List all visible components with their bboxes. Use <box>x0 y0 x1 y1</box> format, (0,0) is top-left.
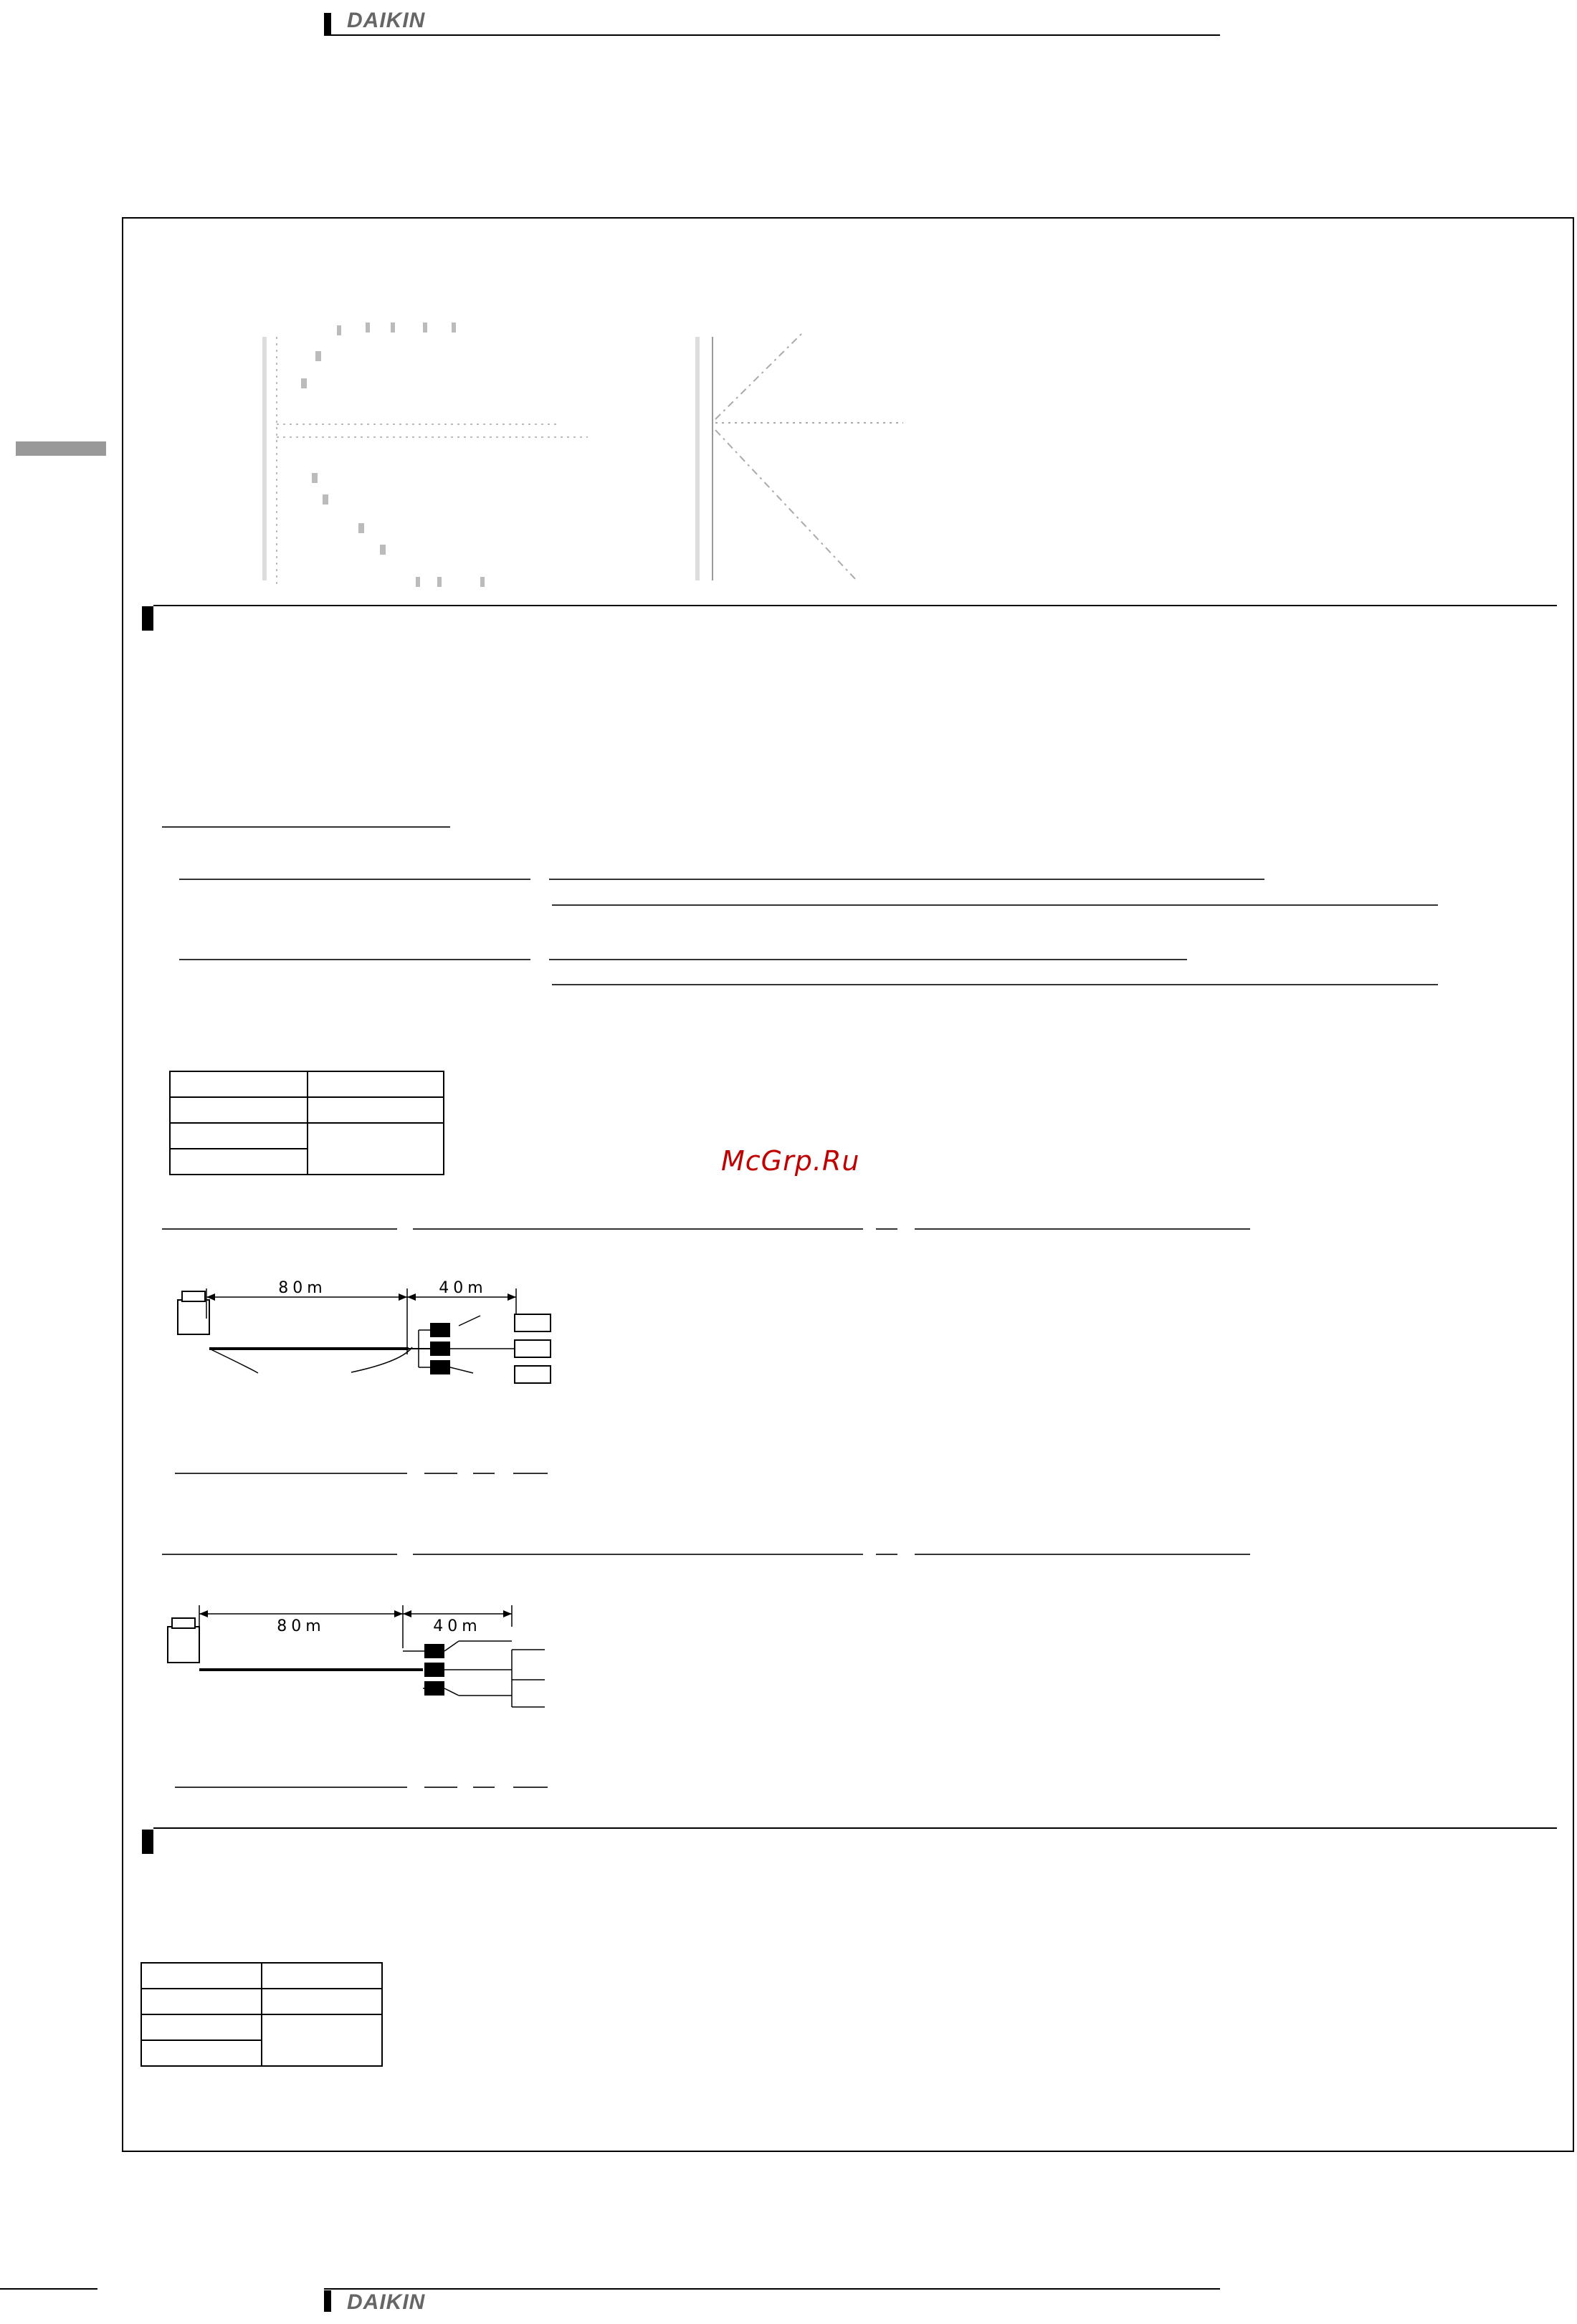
text-line <box>915 1554 1250 1555</box>
text-line <box>162 1228 397 1230</box>
text-line <box>424 1787 457 1788</box>
dimension-label-80m: 80m <box>278 1279 327 1297</box>
text-line <box>549 959 1187 960</box>
piping-diagram-b <box>158 1605 559 1720</box>
text-line <box>513 1787 548 1788</box>
dimension-label-40m: 40m <box>439 1279 487 1297</box>
text-line <box>549 879 1264 880</box>
text-line <box>473 1787 495 1788</box>
faint-chart-left <box>244 315 602 602</box>
text-line <box>175 1473 407 1474</box>
section-side-tab <box>16 441 106 456</box>
section-rule-2 <box>153 1827 1557 1829</box>
text-line <box>513 1473 548 1474</box>
footer-rule <box>324 2288 1220 2290</box>
dimension-label-80m: 80m <box>277 1617 325 1635</box>
text-line <box>413 1228 863 1230</box>
dimension-label-40m: 40m <box>433 1617 482 1635</box>
piping-diagram-a <box>165 1276 566 1397</box>
section-marker-1 <box>142 606 153 631</box>
section-rule-1 <box>153 605 1557 606</box>
text-line <box>424 1473 457 1474</box>
text-line <box>552 904 1438 906</box>
text-line <box>473 1473 495 1474</box>
watermark: McGrp.Ru <box>721 1145 860 1177</box>
text-line <box>876 1228 897 1230</box>
text-line <box>552 984 1438 985</box>
header-rule <box>324 34 1220 36</box>
footer-logo: DAIKIN <box>347 2290 426 2314</box>
text-line <box>175 1787 407 1788</box>
text-line <box>179 879 530 880</box>
subsection-underline <box>162 826 450 828</box>
text-line <box>876 1554 897 1555</box>
header-logo-bar <box>324 13 331 34</box>
footer-rule-left <box>0 2288 97 2290</box>
text-line <box>915 1228 1250 1230</box>
text-line <box>179 959 530 960</box>
header-logo: DAIKIN <box>347 9 426 32</box>
section-marker-2 <box>142 1830 153 1854</box>
faint-chart-right <box>688 315 918 602</box>
text-line <box>413 1554 863 1555</box>
spec-table-1 <box>169 1071 444 1175</box>
spec-table-2 <box>140 1962 383 2067</box>
text-line <box>162 1554 397 1555</box>
footer-logo-bar <box>324 2290 331 2312</box>
